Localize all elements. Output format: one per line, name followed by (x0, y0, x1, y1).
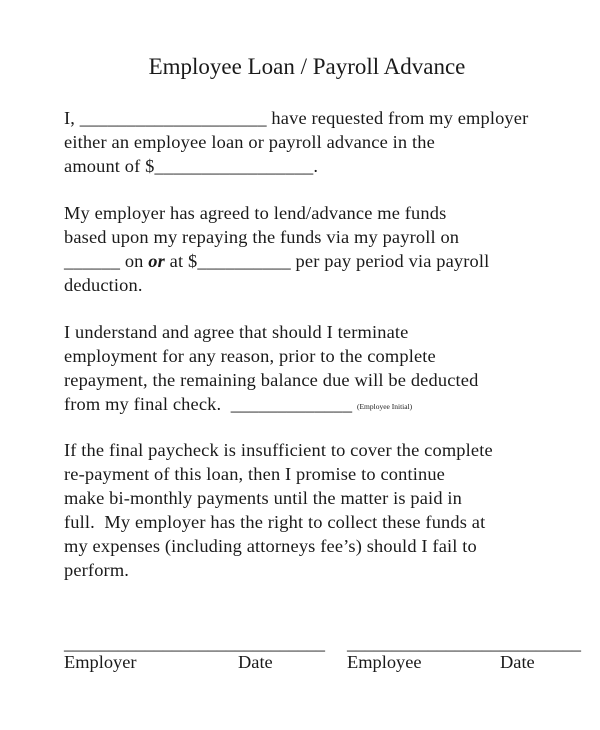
paragraph-request-line-1 (64, 106, 564, 130)
paragraph-repayment-line-2: based upon my repaying the funds via my payroll on (64, 227, 460, 247)
document-title: Employee Loan / Payroll Advance (148, 54, 466, 79)
per-period-amount-blank: __________ (197, 251, 291, 271)
paragraph-request-line-3 (64, 154, 564, 178)
employer-date-label: Date (238, 652, 273, 672)
text-fragment: amount of $ (64, 156, 155, 176)
employer-label: Employer (64, 652, 137, 672)
paragraph-insufficient-line-1: If the final paycheck is insufficient to cover the complete (64, 440, 493, 460)
text-fragment: . (313, 156, 319, 176)
paragraph-insufficient-line-6: perform. (64, 560, 130, 580)
paragraph-termination-line-1: I understand and agree that should I terminate (64, 322, 409, 342)
employee-label: Employee (347, 652, 422, 672)
paragraph-insufficient-line-3: make bi-monthly payments until the matter is paid in (64, 488, 463, 508)
text-fragment: at $ (164, 251, 198, 271)
amount-blank: _________________ (154, 156, 314, 176)
employee-name-blank: ____________________ (79, 108, 267, 128)
employee-initial-blank: _____________ (230, 394, 353, 414)
paragraph-request (64, 106, 564, 178)
text-fragment: I, (64, 108, 80, 128)
employee-initial-note: (Employee Initial) (356, 402, 413, 411)
text-fragment: on (120, 251, 149, 271)
paragraph-termination-line-4 (64, 392, 564, 419)
paragraph-repayment (64, 201, 564, 297)
or-emphasis: or (148, 251, 165, 271)
paragraph-insufficient-line-4: full. My employer has the right to collect these funds at (64, 512, 486, 532)
paragraph-insufficient-paycheck (64, 438, 564, 582)
employer-signature-line: _____________________________ (64, 633, 325, 653)
paragraph-request-line-2: either an employee loan or payroll advance in the (64, 132, 435, 152)
text-fragment: from my final check. (64, 394, 231, 414)
paragraph-termination-line-2: employment for any reason, prior to the complete (64, 346, 436, 366)
paragraph-insufficient-line-5: my expenses (including attorneys fee’s) should I fail to (64, 536, 477, 556)
text-fragment: per pay period via payroll (290, 251, 490, 271)
employee-date-label: Date (500, 652, 535, 672)
paragraph-repayment-line-1: My employer has agreed to lend/advance me funds (64, 203, 447, 223)
paragraph-repayment-line-4: deduction. (64, 275, 143, 295)
paragraph-repayment-line-3 (64, 249, 564, 273)
paragraph-termination-line-3: repayment, the remaining balance due will be deducted (64, 370, 479, 390)
pay-date-blank: ______ (64, 251, 121, 271)
employee-signature-line: __________________________ (347, 633, 581, 653)
paragraph-termination (64, 320, 564, 419)
text-fragment: have requested from my employer (266, 108, 529, 128)
paragraph-insufficient-line-2: re-payment of this loan, then I promise to continue (64, 464, 445, 484)
